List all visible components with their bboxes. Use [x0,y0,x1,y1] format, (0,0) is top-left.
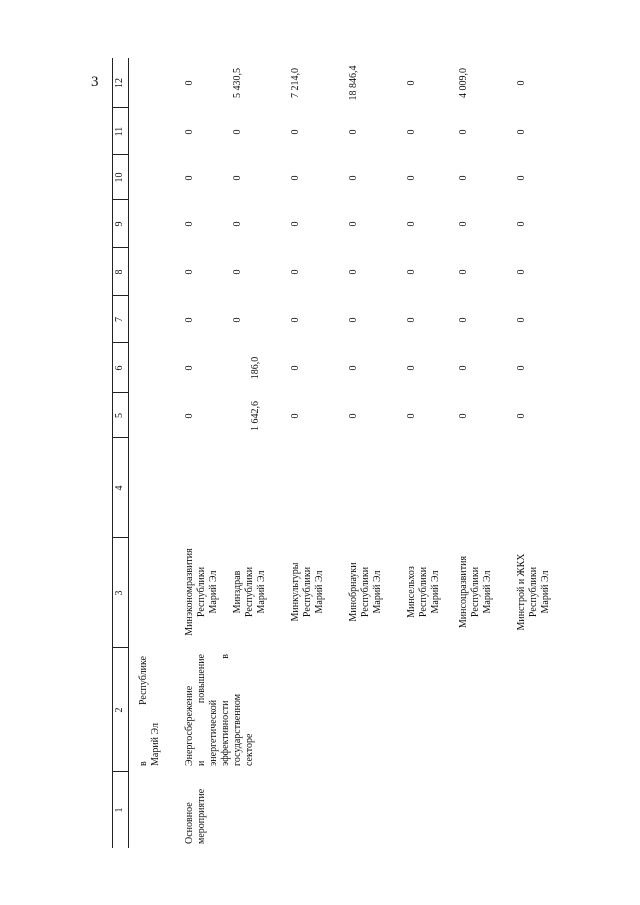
value-cell: 4 009,0 [458,68,469,98]
value-cell: 0 [232,175,243,181]
value-cell: 0 [458,175,469,181]
executor-cell [516,542,552,642]
value-cell: 0 [232,221,243,227]
col-header-6: 6 [114,365,125,371]
executor-line: Минстрой и ЖКХ [516,553,527,631]
executor-line: Республики [360,566,371,618]
value-cell: 7 214,0 [290,68,301,98]
col-header-4: 4 [114,485,125,491]
col-header-11: 11 [114,126,125,137]
activity-line: государственном [232,693,243,766]
executor-line: Минздрав [232,570,243,614]
executor-line: Республики [196,566,207,618]
executor-line: Республики [302,566,313,618]
executor-line: Марий Эл [482,570,493,614]
activity-line: Энергосбережение [184,685,195,766]
value-cell: 0 [348,129,359,135]
value-cell: 0 [348,269,359,275]
value-cell: 0 [290,221,301,227]
value-cell: 0 [184,365,195,371]
col-header-1: 1 [114,807,125,813]
main-activity-line: Основное [184,802,195,844]
value-cell: 0 [458,365,469,371]
value-cell: 0 [406,269,417,275]
executor-line: Минобрнауки [348,562,359,622]
page-number: 3 [91,74,99,90]
value-cell: 0 [290,413,301,419]
executor-line: Марий Эл [314,570,325,614]
value-cell: 1 642,6 [250,401,261,431]
value-cell: 0 [184,221,195,227]
value-cell: 0 [290,175,301,181]
value-cell: 0 [406,413,417,419]
col-header-10: 10 [114,172,125,183]
col-header-7: 7 [114,317,125,322]
value-cell: 0 [348,365,359,371]
col-header-3: 3 [114,590,125,596]
value-cell: 0 [458,269,469,275]
value-cell: 0 [232,317,243,323]
executor-line: Минсельхоз [406,566,417,618]
value-cell: 0 [406,221,417,227]
value-cell: 0 [184,413,195,419]
value-cell: 0 [348,221,359,227]
value-cell: 0 [516,269,527,275]
executor-line: Республики [470,566,481,618]
executor-line: Марий Эл [540,570,551,614]
continuation-line-1: в Республике [138,656,149,766]
value-cell: 0 [348,413,359,419]
main-activity-title [184,654,256,766]
value-cell: 0 [516,129,527,135]
executor-line: Республики [528,566,539,618]
value-cell: 0 [290,129,301,135]
activity-line: энергетической [208,699,219,766]
executor-line: Минкультуры [290,562,301,622]
activity-line: эффективности в [220,654,231,766]
value-cell: 0 [406,317,417,323]
value-cell: 18 846,4 [348,65,359,101]
value-cell: 0 [516,175,527,181]
header-bottom-rule [128,58,129,848]
value-cell: 0 [516,365,527,371]
executor-cell [458,542,494,642]
executor-cell [348,542,384,642]
value-cell: 0 [458,129,469,135]
value-cell: 0 [290,317,301,323]
value-cell: 0 [516,80,527,86]
rotated-table [112,58,632,848]
main-activity-line: мероприятие [196,788,207,844]
value-cell: 0 [458,317,469,323]
col-header-9: 9 [114,221,125,227]
col-header-12: 12 [114,78,125,88]
value-cell: 0 [458,221,469,227]
value-cell: 5 430,5 [232,68,243,98]
executor-line: Минэкономразвития [184,548,195,636]
value-cell: 0 [290,269,301,275]
value-cell: 0 [406,365,417,371]
value-cell: 0 [348,175,359,181]
value-cell: 0 [516,221,527,227]
executor-cell [232,542,268,642]
value-cell: 0 [232,269,243,275]
main-activity-label [184,774,208,844]
executor-line: Республики [244,566,255,618]
value-cell: 0 [184,80,195,86]
value-cell: 0 [406,129,417,135]
value-cell: 0 [184,175,195,181]
value-cell: 0 [516,413,527,419]
executor-line: Марий Эл [430,570,441,614]
value-cell: 0 [184,269,195,275]
col-header-2: 2 [114,707,125,713]
col-header-5: 5 [114,413,125,418]
activity-line: секторе [244,733,255,766]
executor-line: Республики [418,566,429,618]
value-cell: 0 [232,129,243,135]
executor-line: Марий Эл [256,570,267,614]
executor-line: Марий Эл [208,570,219,614]
value-cell: 0 [406,175,417,181]
col-header-8: 8 [114,269,125,275]
executor-line: Марий Эл [372,570,383,614]
value-cell: 0 [348,317,359,323]
value-cell: 0 [290,365,301,371]
value-cell: 0 [516,317,527,323]
executor-cell [290,542,326,642]
value-cell: 0 [406,80,417,86]
executor-cell [184,542,220,642]
continuation-line-2: Марий Эл [150,723,161,766]
value-cell: 186,0 [250,356,261,380]
executor-cell [406,542,442,642]
executor-line: Минсоцразвития [458,555,469,629]
value-cell: 0 [458,413,469,419]
value-cell: 0 [184,129,195,135]
activity-line: и повышение [196,654,207,766]
value-cell: 0 [184,317,195,323]
